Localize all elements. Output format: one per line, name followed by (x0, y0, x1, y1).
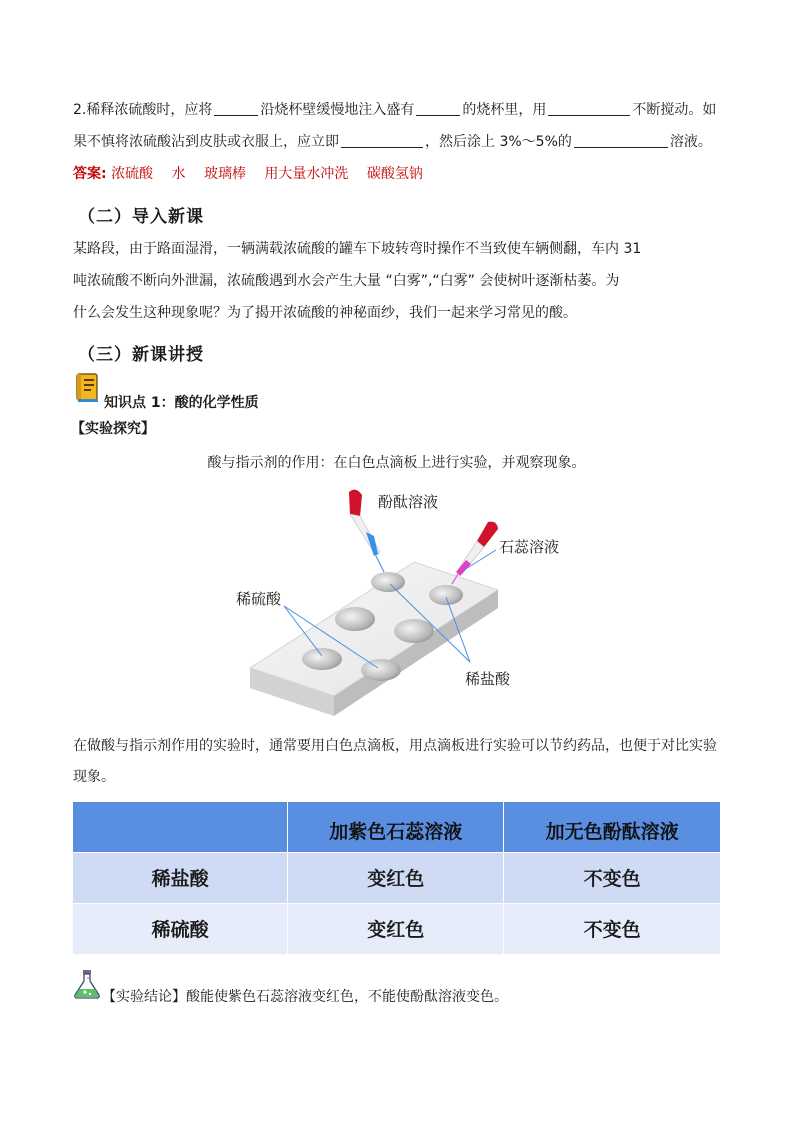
conclusion-text: 酸能使紫色石蕊溶液变红色，不能使酚酞溶液变色。 (186, 989, 508, 1005)
conclusion-line (102, 986, 508, 1006)
question-2-line-2 (73, 132, 712, 152)
table-header-cell: 加紫色石蕊溶液 (288, 802, 504, 852)
section-3-title: （三）新课讲授 (78, 345, 204, 365)
q2-text-1: 2.稀释浓硫酸时，应将 (73, 102, 213, 118)
well (394, 619, 434, 643)
section-2-title: （二）导入新课 (78, 207, 204, 227)
answer-blank-4 (341, 133, 423, 148)
note-line-1: 在做酸与指示剂作用的实验时，通常要用白色点滴板，用点滴板进行实验可以节约药品，也便于对比实验 (73, 738, 717, 754)
answer-label: 答案: (73, 166, 107, 182)
answer-blank-3 (548, 101, 630, 116)
well (371, 572, 405, 592)
table-header-row (73, 802, 721, 852)
question-2-line-1 (73, 100, 716, 120)
conclusion-label: 【实验结论】 (102, 989, 186, 1005)
answer-item: 浓硫酸 (111, 166, 154, 182)
answer-item: 用大量水冲洗 (264, 166, 349, 182)
answer-line (73, 164, 437, 184)
label-phenolphthalein: 酚酞溶液 (378, 493, 439, 511)
table-header-cell: 加无色酚酞溶液 (504, 802, 721, 852)
experiment-label: 【实验探究】 (71, 421, 155, 437)
label-dilute-sulfuric-acid: 稀硫酸 (236, 590, 282, 608)
intro-paragraph-line-2: 吨浓硫酸不断向外泄漏，浓硫酸遇到水会产生大量 “白雾”,“白雾” 会使树叶逐渐枯萎。为 (73, 273, 620, 289)
intro-paragraph-line-3: 什么会发生这种现象呢？为了揭开浓硫酸的神秘面纱，我们一起来学习常见的酸。 (73, 305, 577, 321)
table-cell: 稀硫酸 (73, 903, 288, 954)
table-cell: 不变色 (504, 852, 721, 903)
q2-text-2: 沿烧杯壁缓慢地注入盛有 (260, 102, 415, 118)
indicator-results-table (73, 802, 721, 955)
q2-text-4: 不断搅动。如 (632, 102, 717, 118)
q2-text-3: 的烧杯里，用 (462, 102, 547, 118)
label-dilute-hydrochloric-acid: 稀盐酸 (465, 670, 511, 688)
answer-blank-2 (416, 101, 460, 116)
answer-items (111, 166, 437, 182)
table-row (73, 852, 721, 903)
well (361, 659, 401, 681)
well (335, 607, 375, 631)
well (429, 585, 463, 605)
table-header-cell (73, 802, 288, 852)
well (302, 648, 342, 670)
q2-text-6: ，然后涂上 3%～5%的 (425, 134, 572, 150)
table-cell: 变红色 (288, 903, 504, 954)
answer-blank-5 (574, 133, 668, 148)
note-line-2: 现象。 (73, 769, 115, 785)
table-cell: 变红色 (288, 852, 504, 903)
answer-blank-1 (214, 101, 258, 116)
table-row (73, 903, 721, 954)
q2-text-5: 果不慎将浓硫酸沾到皮肤或衣服上，应立即 (73, 134, 339, 150)
answer-item: 玻璃棒 (203, 166, 246, 182)
q2-text-7: 溶液。 (669, 134, 712, 150)
flask-icon (72, 968, 102, 1000)
intro-paragraph-line-1: 某路段，由于路面湿滑，一辆满载浓硫酸的罐车下坡转弯时操作不当致使车辆侧翻，车内 31 (73, 241, 642, 257)
experiment-caption: 酸与指示剂的作用：在白色点滴板上进行实验，并观察现象。 (207, 455, 586, 471)
book-icon (73, 373, 103, 403)
table-cell: 不变色 (504, 903, 721, 954)
knowledge-point-title: 知识点 1：酸的化学性质 (104, 395, 259, 411)
answer-item: 水 (171, 166, 186, 182)
answer-item: 碳酸氢钠 (366, 166, 423, 182)
label-litmus: 石蕊溶液 (499, 538, 560, 556)
table-cell: 稀盐酸 (73, 852, 288, 903)
